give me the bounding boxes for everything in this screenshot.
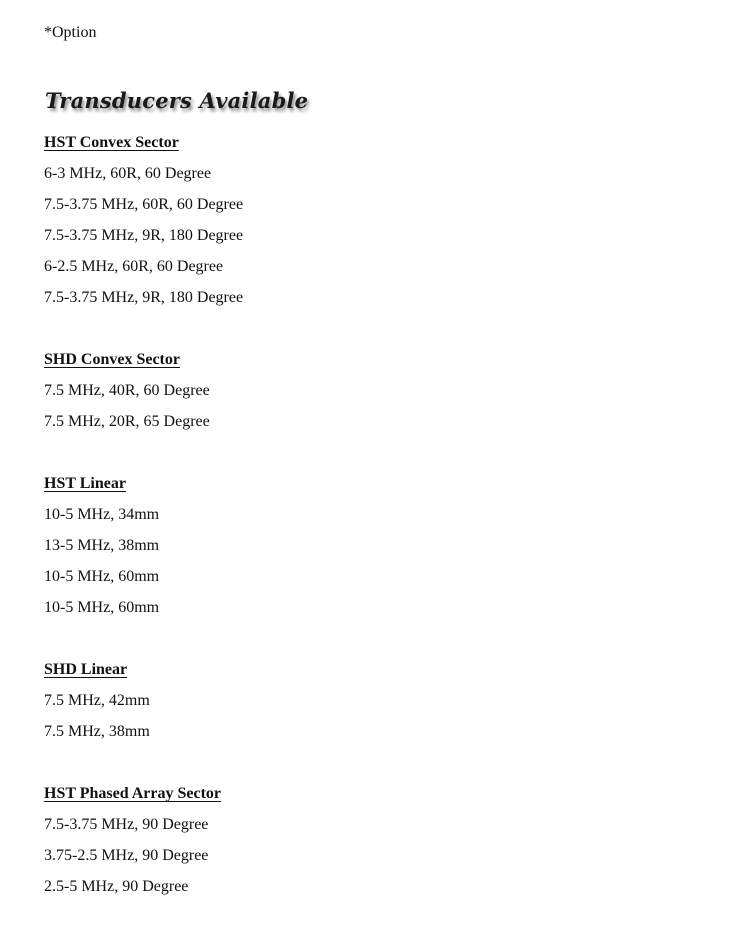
list-item: 2.5-5 MHz, 90 Degree <box>44 878 189 895</box>
list-item: 7.5-3.75 MHz, 90 Degree <box>44 816 209 833</box>
list-item: 10-5 MHz, 60mm <box>44 568 160 585</box>
list-item: 6-2.5 MHz, 60R, 60 Degree <box>44 258 224 275</box>
section-title-hst-linear: HST Linear <box>44 475 126 492</box>
list-item: 7.5 MHz, 20R, 65 Degree <box>44 413 210 430</box>
list-item: 7.5-3.75 MHz, 60R, 60 Degree <box>44 196 244 213</box>
transducers-heading: Transducers Available <box>45 88 309 113</box>
list-item: 7.5 MHz, 42mm <box>44 692 150 709</box>
list-item: 7.5 MHz, 38mm <box>44 723 150 740</box>
list-item: 7.5-3.75 MHz, 9R, 180 Degree <box>44 227 244 244</box>
list-item: 7.5 MHz, 40R, 60 Degree <box>44 382 210 399</box>
list-item: 10-5 MHz, 34mm <box>44 506 160 523</box>
option-note: *Option <box>44 24 97 41</box>
list-item: 10-5 MHz, 60mm <box>44 599 160 616</box>
list-item: 3.75-2.5 MHz, 90 Degree <box>44 847 209 864</box>
section-title-shd-convex-sector: SHD Convex Sector <box>44 351 180 368</box>
section-title-shd-linear: SHD Linear <box>44 661 128 678</box>
section-title-hst-phased-array-sector: HST Phased Array Sector <box>44 785 222 802</box>
list-item: 13-5 MHz, 38mm <box>44 537 160 554</box>
list-item: 6-3 MHz, 60R, 60 Degree <box>44 165 212 182</box>
section-title-hst-convex-sector: HST Convex Sector <box>44 134 179 151</box>
list-item: 7.5-3.75 MHz, 9R, 180 Degree <box>44 289 244 306</box>
